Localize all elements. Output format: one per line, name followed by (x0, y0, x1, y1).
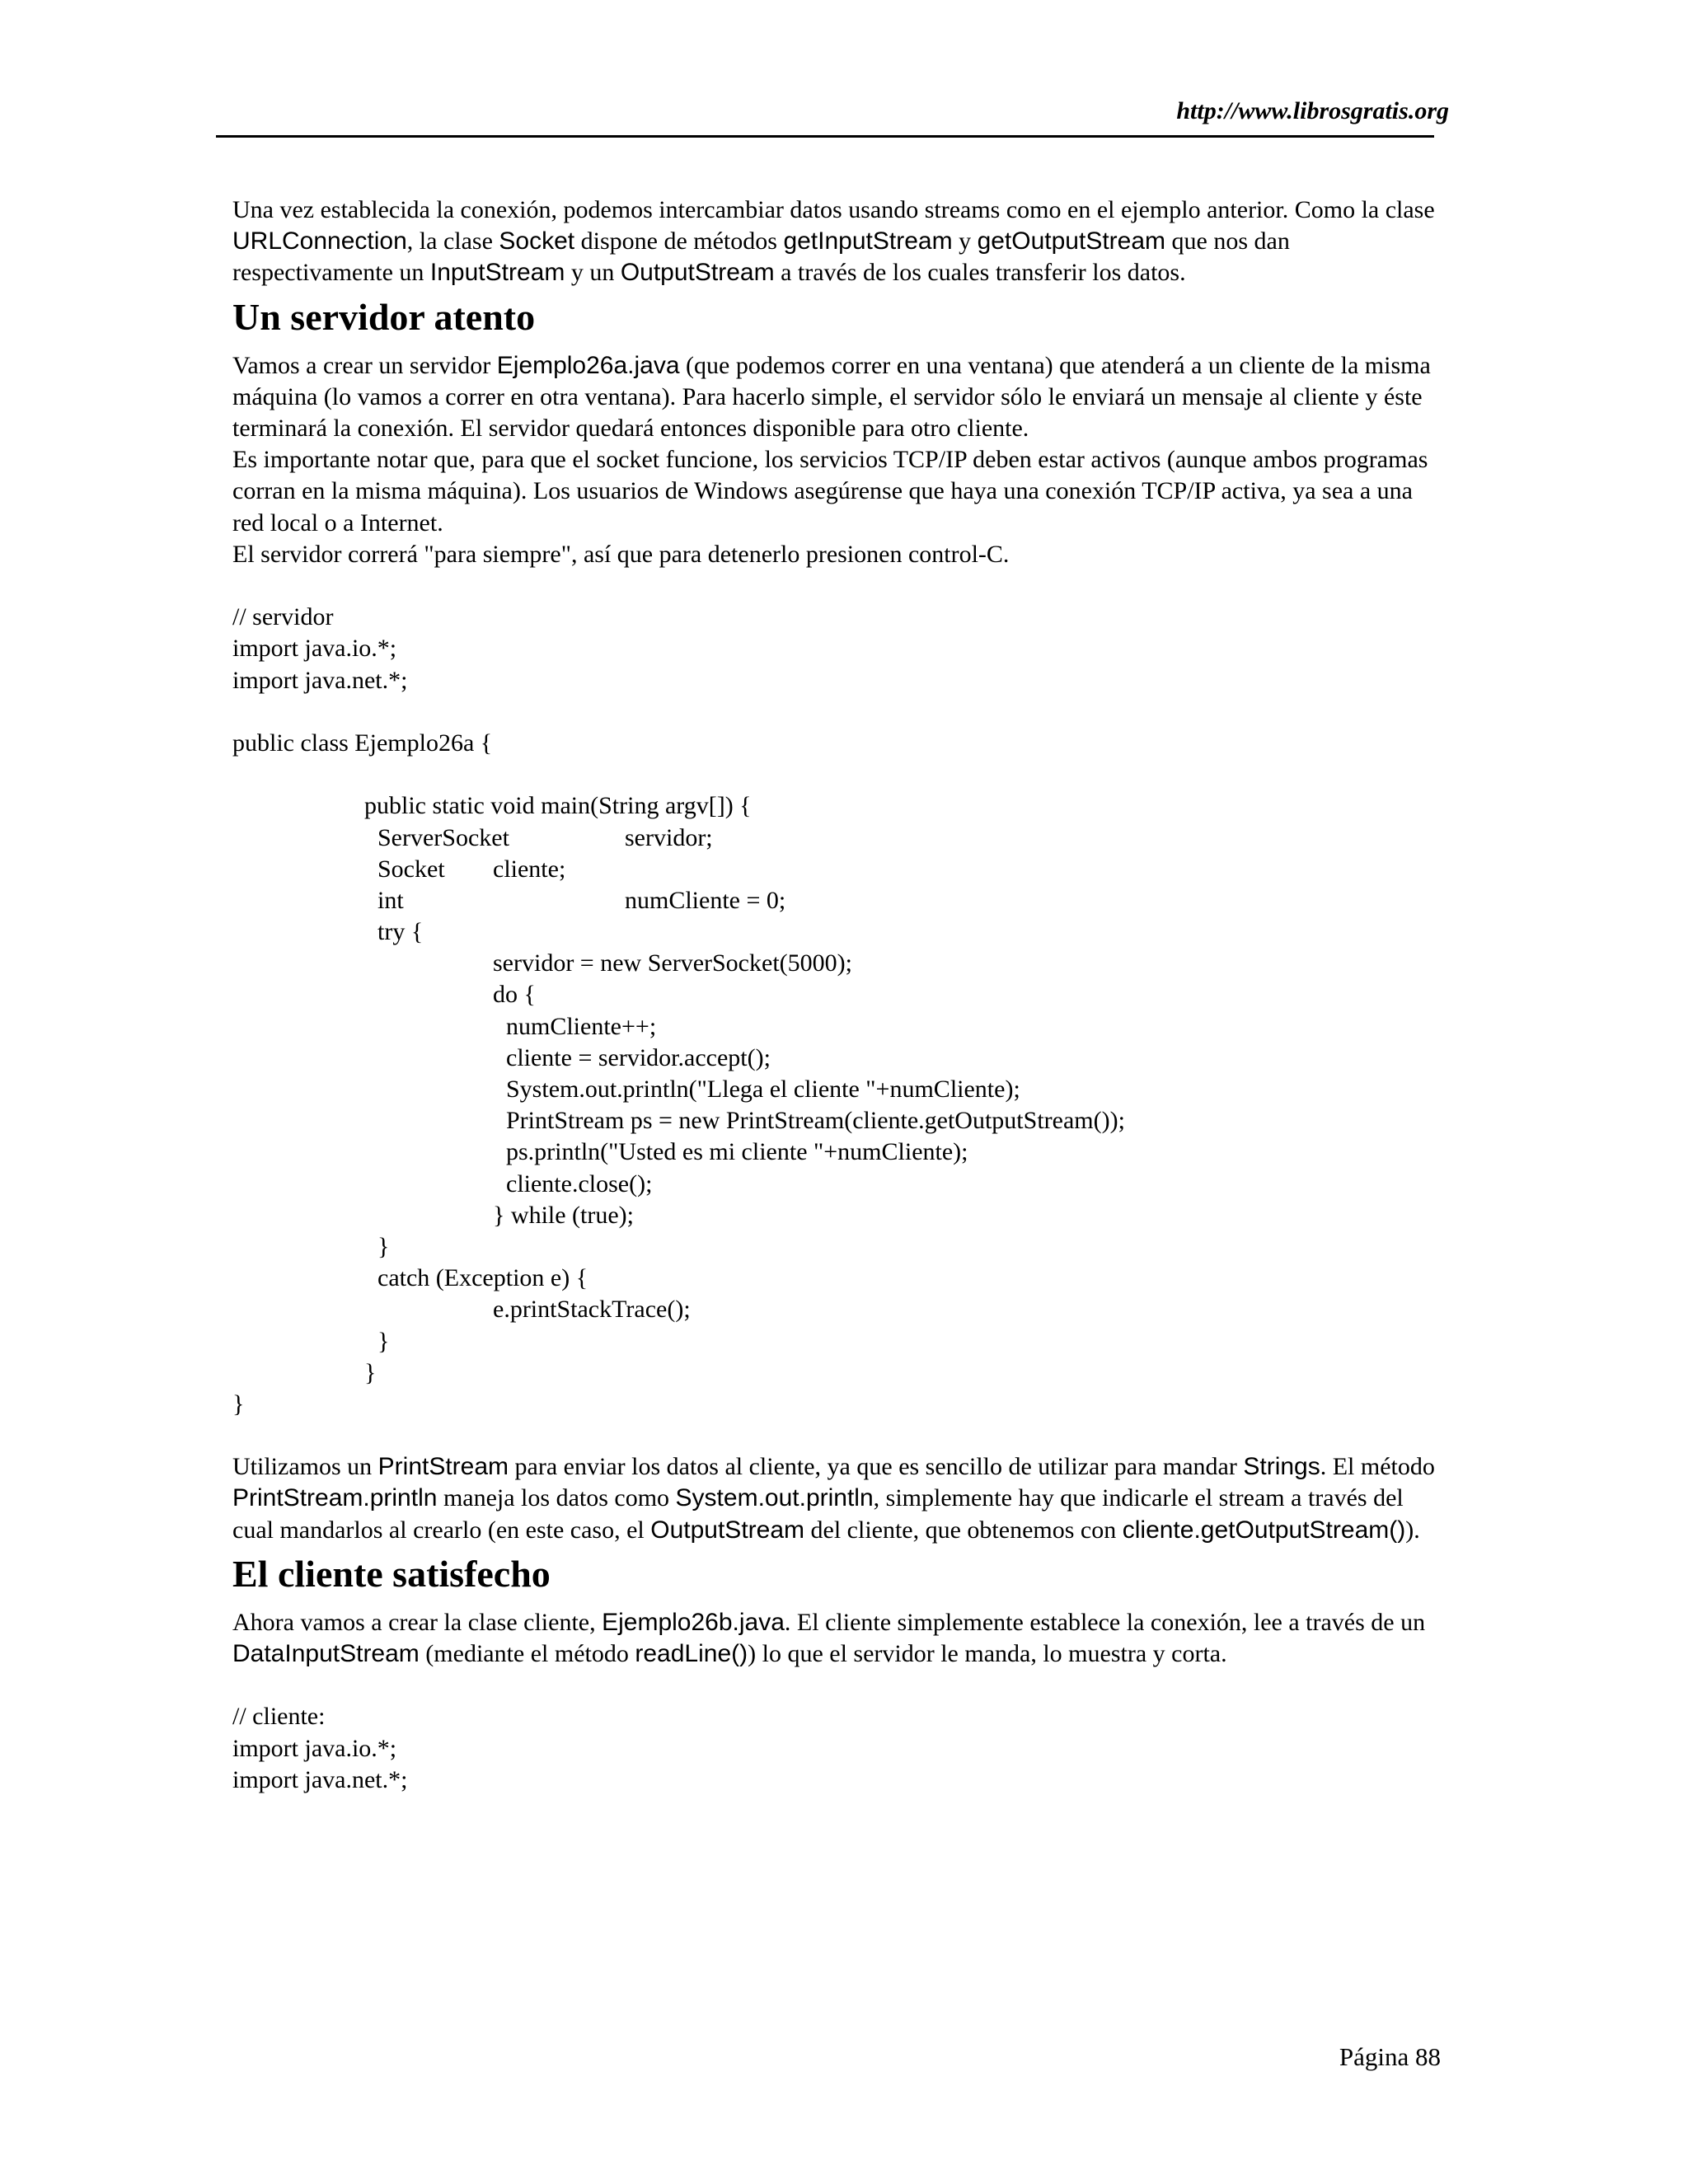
code-block-servidor (232, 602, 1436, 1420)
text-run: , simplemente hay que indicarle el stream a través del cual mandarlos al crearlo (en este caso, el (232, 1484, 1404, 1544)
text-run: ) lo que el servidor le manda, lo muestra y corta. (748, 1640, 1227, 1668)
code-text: System.out.println("Llega el cliente "+numCliente); (506, 1076, 1020, 1104)
code-line (232, 823, 1436, 854)
text-run: . El cliente simplemente establece la conexión, lee a través de un (784, 1608, 1426, 1636)
code-line (232, 1043, 1436, 1074)
inline-code: InputStream (429, 259, 565, 287)
text-run: del cliente, que obtenemos con (804, 1516, 1123, 1544)
code-line (232, 1733, 1436, 1765)
inline-code: getInputStream (783, 227, 953, 255)
code-text: cliente.close(); (506, 1169, 653, 1197)
code-line (232, 1701, 1436, 1732)
code-text: e.printStackTrace(); (493, 1296, 691, 1324)
code-line (232, 1169, 1436, 1200)
control-c-paragraph: El servidor correrá "para siempre", así que para detenerlo presionen control-C. (232, 540, 1010, 568)
code-line (232, 665, 1436, 696)
code-line (232, 1357, 1436, 1389)
text-run: Utilizamos un (232, 1453, 378, 1481)
code-text: } (232, 1390, 245, 1418)
code-text: import java.io.*; (232, 1734, 397, 1762)
inline-code: PrintStream.println (232, 1484, 438, 1512)
text-run: , la clase (406, 227, 499, 255)
code-line (232, 696, 1436, 728)
text-run: a través de los cuales transferir los datos. (774, 259, 1186, 287)
code-line (232, 1326, 1436, 1357)
inline-code: cliente.getOutputStream() (1122, 1516, 1406, 1544)
printstream-paragraph (232, 1451, 1436, 1546)
text-run: Una vez establecida la conexión, podemos intercambiar datos usando streams como en el ejemplo anterior. Como la clase (232, 196, 1435, 223)
code-line (232, 1074, 1436, 1105)
code-block-cliente (232, 1701, 1436, 1796)
inline-code: Ejemplo26b.java (602, 1608, 785, 1636)
inline-code: DataInputStream (232, 1640, 420, 1668)
text-run: maneja los datos como (437, 1484, 676, 1512)
heading-servidor-atento: Un servidor atento (232, 295, 536, 338)
text-run: ). (1405, 1516, 1420, 1544)
code-line (232, 602, 1436, 633)
code-text: int (377, 886, 404, 914)
page-content (232, 194, 1436, 1796)
code-text: servidor; (625, 823, 713, 851)
inline-code: getOutputStream (977, 227, 1166, 255)
inline-code: readLine() (635, 1640, 748, 1668)
code-text: import java.net.*; (232, 1765, 408, 1793)
cliente-intro-paragraph (232, 1607, 1436, 1670)
code-text: public static void main(String argv[]) { (364, 792, 752, 820)
heading-cliente-satisfecho: El cliente satisfecho (232, 1552, 551, 1595)
inline-code: OutputStream (620, 259, 775, 287)
code-text: catch (Exception e) { (377, 1264, 588, 1292)
code-text: do { (493, 981, 536, 1009)
tcpip-note-paragraph: Es importante notar que, para que el socket funcione, los servicios TCP/IP deben estar activos (aunque ambos programas corran en la misma máquina). Los usuarios de Windows asegúrense que haya una conexión TCP/IP activa, ya sea a una red local o a Internet. (232, 446, 1428, 537)
code-text: import java.net.*; (232, 666, 408, 694)
code-line (232, 979, 1436, 1010)
text-run: Ahora vamos a crear la clase cliente, (232, 1608, 603, 1636)
spacer (232, 1420, 1436, 1451)
inline-code: System.out.println (675, 1484, 874, 1512)
inline-code: URLConnection (232, 227, 407, 255)
code-text: } (377, 1327, 390, 1355)
code-text: cliente; (493, 855, 566, 883)
code-line (232, 1137, 1436, 1168)
code-line (232, 1231, 1436, 1263)
code-text: Socket (377, 855, 445, 883)
code-line (232, 1011, 1436, 1043)
text-run: que nos dan respectivamente un (232, 227, 1290, 287)
code-text: numCliente = 0; (625, 886, 786, 914)
code-text: public class Ejemplo26a { (232, 729, 493, 757)
code-text: servidor = new ServerSocket(5000); (493, 949, 852, 977)
inline-code: OutputStream (650, 1516, 805, 1544)
code-text: try { (377, 918, 424, 946)
text-run: y un (565, 259, 621, 287)
code-line (232, 916, 1436, 948)
code-line (232, 728, 1436, 759)
text-run: para enviar los datos al cliente, ya que es sencillo de utilizar para mandar (509, 1453, 1244, 1481)
code-line (232, 1105, 1436, 1137)
text-run: (que podemos correr en una ventana) que atenderá a un cliente de la misma máquina (lo vamos a correr en otra ventana). Para hacerlo simple, el servidor sólo le enviará un mensaje al cliente y éste terminará la conexión. El servidor quedará entonces disponible para otro cliente. (232, 351, 1431, 443)
code-text: cliente = servidor.accept(); (506, 1043, 771, 1071)
code-line (232, 1389, 1436, 1420)
text-run: . El método (1320, 1453, 1435, 1481)
inline-code: PrintStream (377, 1453, 509, 1481)
code-text: PrintStream ps = new PrintStream(cliente.getOutputStream()); (506, 1107, 1125, 1135)
inline-code: Ejemplo26a.java (496, 351, 680, 379)
spacer (232, 1670, 1436, 1701)
spacer (232, 570, 1436, 602)
code-line (232, 1765, 1436, 1796)
servidor-intro-paragraph (232, 350, 1436, 445)
text-run: dispone de métodos (574, 227, 784, 255)
code-line (232, 885, 1436, 916)
text-run: y (952, 227, 978, 255)
code-text: } (364, 1358, 377, 1386)
code-text: } (377, 1232, 390, 1260)
intro-paragraph (232, 194, 1436, 289)
code-line (232, 1294, 1436, 1325)
inline-code: Socket (499, 227, 575, 255)
code-text: numCliente++; (506, 1012, 657, 1040)
header-rule (216, 135, 1434, 138)
code-text: // cliente: (232, 1703, 326, 1731)
code-line (232, 790, 1436, 822)
code-text: import java.io.*; (232, 635, 397, 663)
code-text: ServerSocket (377, 823, 509, 851)
text-run: Vamos a crear un servidor (232, 351, 497, 379)
inline-code: Strings (1243, 1453, 1320, 1481)
text-run: (mediante el método (419, 1640, 635, 1668)
code-line (232, 1200, 1436, 1231)
code-line (232, 633, 1436, 664)
page-number: Página 88 (1339, 2042, 1441, 2071)
header-url: http://www.librosgratis.org (1176, 97, 1449, 124)
code-line (232, 854, 1436, 885)
code-text: ps.println("Usted es mi cliente "+numCliente); (506, 1138, 968, 1166)
code-text: // servidor (232, 603, 334, 631)
code-text: } while (true); (493, 1201, 635, 1229)
code-line (232, 948, 1436, 979)
code-line (232, 759, 1436, 790)
code-line (232, 1263, 1436, 1294)
